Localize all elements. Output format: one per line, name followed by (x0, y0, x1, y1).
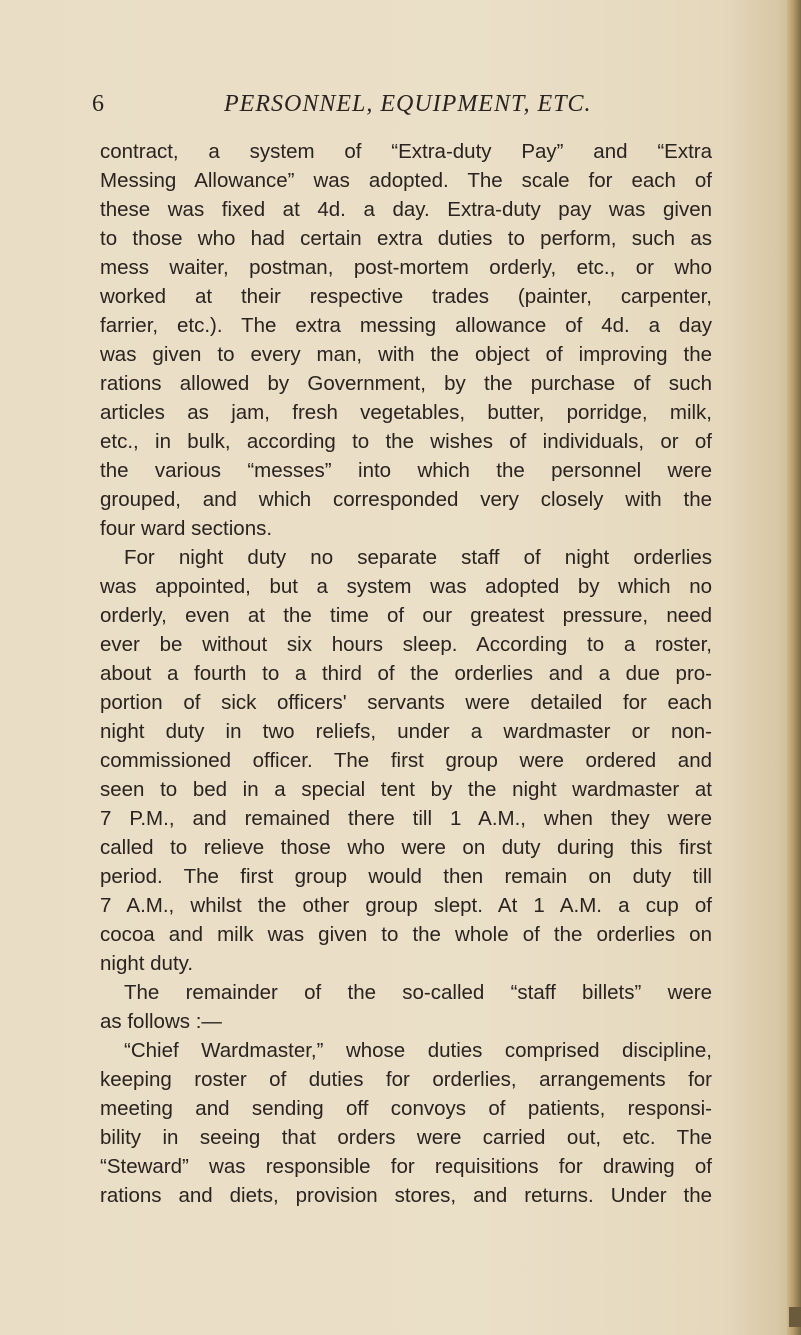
text-line: Messing Allowance” was adopted. The scale for each of (100, 169, 712, 192)
text-line: The remainder of the so-called “staff billets” were (124, 981, 712, 1004)
text-line: 7 P.M., and remained there till 1 A.M., when they were (100, 807, 712, 830)
text-line: night duty. (100, 952, 194, 975)
body-text (100, 137, 712, 1210)
text-line: 7 A.M., whilst the other group slept. At 1 A.M. a cup of (100, 894, 712, 917)
text-line: to those who had certain extra duties to perform, such as (100, 227, 712, 250)
text-line: period. The first group would then remain on duty till (100, 865, 712, 888)
text-line: farrier, etc.). The extra messing allowance of 4d. a day (100, 314, 712, 337)
text-line: etc., in bulk, according to the wishes of individuals, or of (100, 430, 712, 453)
text-line: cocoa and milk was given to the whole of the orderlies on (100, 923, 712, 946)
text-line: night duty in two reliefs, under a wardmaster or non- (100, 720, 712, 743)
text-line: worked at their respective trades (painter, carpenter, (100, 285, 712, 308)
text-line: contract, a system of “Extra-duty Pay” and “Extra (100, 140, 712, 163)
text-line: orderly, even at the time of our greatest pressure, need (100, 604, 712, 627)
text-line: was appointed, but a system was adopted by which no (100, 575, 712, 598)
text-line: seen to bed in a special tent by the night wardmaster at (100, 778, 712, 801)
text-line: grouped, and which corresponded very closely with the (100, 488, 712, 511)
text-line: was given to every man, with the object of improving the (100, 343, 712, 366)
text-line: portion of sick officers' servants were detailed for each (100, 691, 712, 714)
text-line: rations and diets, provision stores, and returns. Under the (100, 1184, 712, 1207)
page-header (92, 90, 712, 118)
text-line: meeting and sending off convoys of patients, responsi- (100, 1097, 712, 1120)
text-line: articles as jam, fresh vegetables, butter, porridge, milk, (100, 401, 712, 424)
text-line: these was fixed at 4d. a day. Extra-duty pay was given (100, 198, 712, 221)
text-line: called to relieve those who were on duty during this first (100, 836, 712, 859)
text-line: For night duty no separate staff of night orderlies (124, 546, 712, 569)
page-corner-mark (789, 1307, 801, 1327)
page-binding-edge (787, 0, 801, 1335)
text-line: keeping roster of duties for orderlies, arrangements for (100, 1068, 712, 1091)
text-line: bility in seeing that orders were carried out, etc. The (100, 1126, 712, 1149)
text-line: “Steward” was responsible for requisitions for drawing of (100, 1155, 712, 1178)
text-line: the various “messes” into which the personnel were (100, 459, 712, 482)
text-line: four ward sections. (100, 517, 273, 540)
text-line: rations allowed by Government, by the purchase of such (100, 372, 712, 395)
text-line: commissioned officer. The first group were ordered and (100, 749, 712, 772)
page-number: 6 (92, 91, 104, 117)
text-line: as follows :— (100, 1010, 222, 1033)
running-head: PERSONNEL, EQUIPMENT, ETC. (224, 91, 592, 117)
text-line: about a fourth to a third of the orderlies and a due pro- (100, 662, 712, 685)
text-line: mess waiter, postman, post-mortem orderly, etc., or who (100, 256, 712, 279)
text-line: ever be without six hours sleep. According to a roster, (100, 633, 712, 656)
text-line: “Chief Wardmaster,” whose duties comprised discipline, (124, 1039, 712, 1062)
